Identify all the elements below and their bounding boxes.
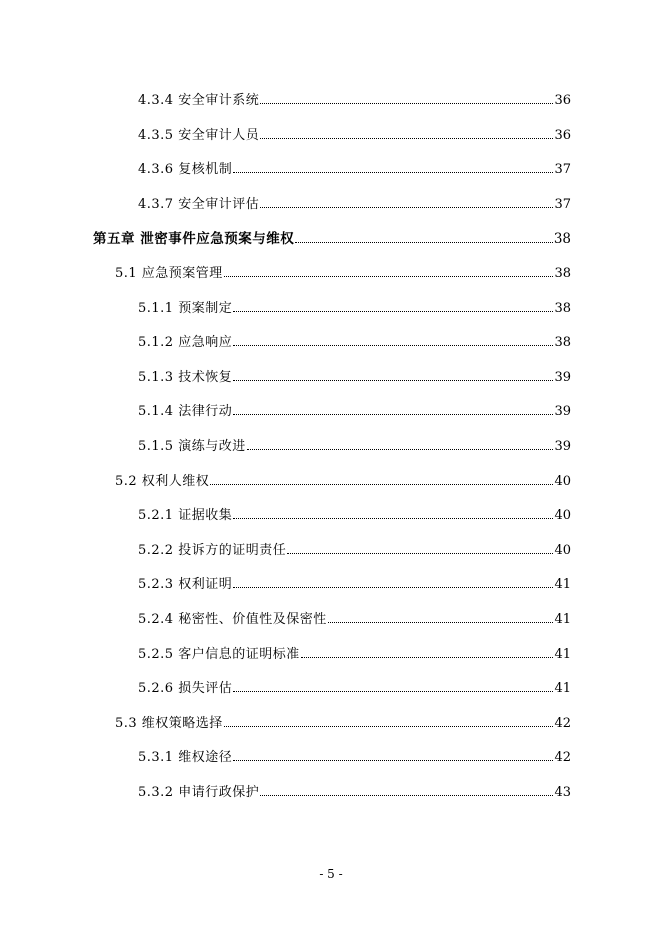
toc-entry-page-number: 39 xyxy=(554,439,571,454)
toc-entry-page-number: 42 xyxy=(554,750,571,766)
toc-entry-title: 5.2.6 损失评估 xyxy=(138,681,233,697)
toc-dot-leader xyxy=(233,759,553,761)
toc-dot-leader xyxy=(260,794,553,796)
toc-entry-title: 4.3.6 复核机制 xyxy=(138,162,233,178)
toc-entry[interactable] xyxy=(115,265,571,283)
toc-entry-title: 4.3.7 安全审计评估 xyxy=(138,196,260,212)
toc-entry[interactable] xyxy=(138,403,571,421)
toc-entry-page-number: 38 xyxy=(554,300,571,316)
toc-entry[interactable] xyxy=(138,196,571,214)
toc-entry-title: 5.2.1 证据收集 xyxy=(138,508,233,524)
toc-entry[interactable] xyxy=(138,784,571,802)
toc-dot-leader xyxy=(301,656,554,658)
toc-entry-page-number: 39 xyxy=(554,404,571,420)
toc-entry-page-number: 38 xyxy=(553,231,571,248)
toc-entry-page-number: 40 xyxy=(554,473,571,489)
toc-entry-title: 第五章 泄密事件应急预案与维权 xyxy=(93,231,295,248)
toc-entry-page-number: 36 xyxy=(554,93,571,108)
toc-dot-leader xyxy=(328,621,554,623)
toc-dot-leader xyxy=(210,483,553,485)
toc-entry-title: 5.2.2 投诉方的证明责任 xyxy=(138,542,287,558)
toc-entry-title: 5.3.2 申请行政保护 xyxy=(138,785,260,800)
toc-entry[interactable] xyxy=(138,161,571,179)
toc-entry-page-number: 39 xyxy=(554,369,571,385)
toc-entry-title: 5.1 应急预案管理 xyxy=(115,266,223,281)
toc-entry-title: 5.3.1 维权途径 xyxy=(138,750,233,766)
toc-dot-leader xyxy=(295,241,553,243)
toc-dot-leader xyxy=(260,206,553,208)
toc-entry[interactable] xyxy=(138,680,571,698)
toc-dot-leader xyxy=(247,448,554,450)
toc-dot-leader xyxy=(233,413,553,415)
toc-entry-title: 5.2 权利人维权 xyxy=(115,473,210,489)
toc-entry-page-number: 41 xyxy=(554,646,571,662)
toc-entry[interactable] xyxy=(138,92,571,110)
toc-entry[interactable] xyxy=(115,715,571,733)
toc-entry[interactable] xyxy=(138,542,571,560)
toc-entry-page-number: 43 xyxy=(554,785,571,800)
toc-entry-title: 4.3.5 安全审计人员 xyxy=(138,127,260,143)
toc-entry[interactable] xyxy=(138,646,571,664)
toc-entry-page-number: 37 xyxy=(554,196,571,212)
toc-entry[interactable] xyxy=(115,473,571,491)
toc-dot-leader xyxy=(233,690,553,692)
toc-dot-leader xyxy=(233,586,553,588)
toc-entry-page-number: 38 xyxy=(554,335,571,351)
toc-entry-title: 5.1.1 预案制定 xyxy=(138,300,233,316)
toc-dot-leader xyxy=(224,275,554,277)
toc-entry-page-number: 41 xyxy=(554,681,571,697)
toc-entry-page-number: 38 xyxy=(554,266,571,281)
toc-entry-title: 5.3 维权策略选择 xyxy=(115,715,223,731)
toc-entry[interactable] xyxy=(138,576,571,594)
toc-entry-page-number: 41 xyxy=(554,577,571,593)
toc-entry-page-number: 40 xyxy=(554,508,571,524)
toc-entry-page-number: 41 xyxy=(554,612,571,627)
toc-entry[interactable] xyxy=(138,369,571,387)
toc-dot-leader xyxy=(233,517,553,519)
toc-entry[interactable] xyxy=(138,127,571,145)
toc-entry-title: 5.2.3 权利证明 xyxy=(138,577,233,593)
toc-entry-title: 5.1.3 技术恢复 xyxy=(138,369,233,385)
toc-entry-title: 5.2.5 客户信息的证明标准 xyxy=(138,646,300,662)
toc-entry[interactable] xyxy=(138,438,571,456)
toc-dot-leader xyxy=(233,379,553,381)
page-number: - 5 - xyxy=(319,867,343,881)
toc-entry-title: 5.2.4 秘密性、价值性及保密性 xyxy=(138,612,327,627)
toc-entry-page-number: 36 xyxy=(554,127,571,143)
toc-dot-leader xyxy=(233,310,553,312)
toc-entry-title: 5.1.4 法律行动 xyxy=(138,404,233,420)
toc-entry[interactable] xyxy=(138,749,571,767)
toc-entry[interactable] xyxy=(93,230,571,248)
toc-entry[interactable] xyxy=(138,507,571,525)
toc-entry-page-number: 37 xyxy=(554,162,571,178)
toc-dot-leader xyxy=(260,137,553,139)
toc-dot-leader xyxy=(287,552,553,554)
toc-entry[interactable] xyxy=(138,300,571,318)
toc-entry-page-number: 42 xyxy=(554,715,571,731)
toc-entry[interactable] xyxy=(138,334,571,352)
toc-entry-title: 5.1.5 演练与改进 xyxy=(138,439,246,454)
toc-entry[interactable] xyxy=(138,611,571,629)
toc-entry-page-number: 40 xyxy=(554,542,571,558)
toc-dot-leader xyxy=(260,102,553,104)
toc-dot-leader xyxy=(224,725,554,727)
toc-entry-title: 4.3.4 安全审计系统 xyxy=(138,93,260,108)
toc-dot-leader xyxy=(233,344,553,346)
toc-dot-leader xyxy=(233,171,553,173)
toc-entry-title: 5.1.2 应急响应 xyxy=(138,335,233,351)
